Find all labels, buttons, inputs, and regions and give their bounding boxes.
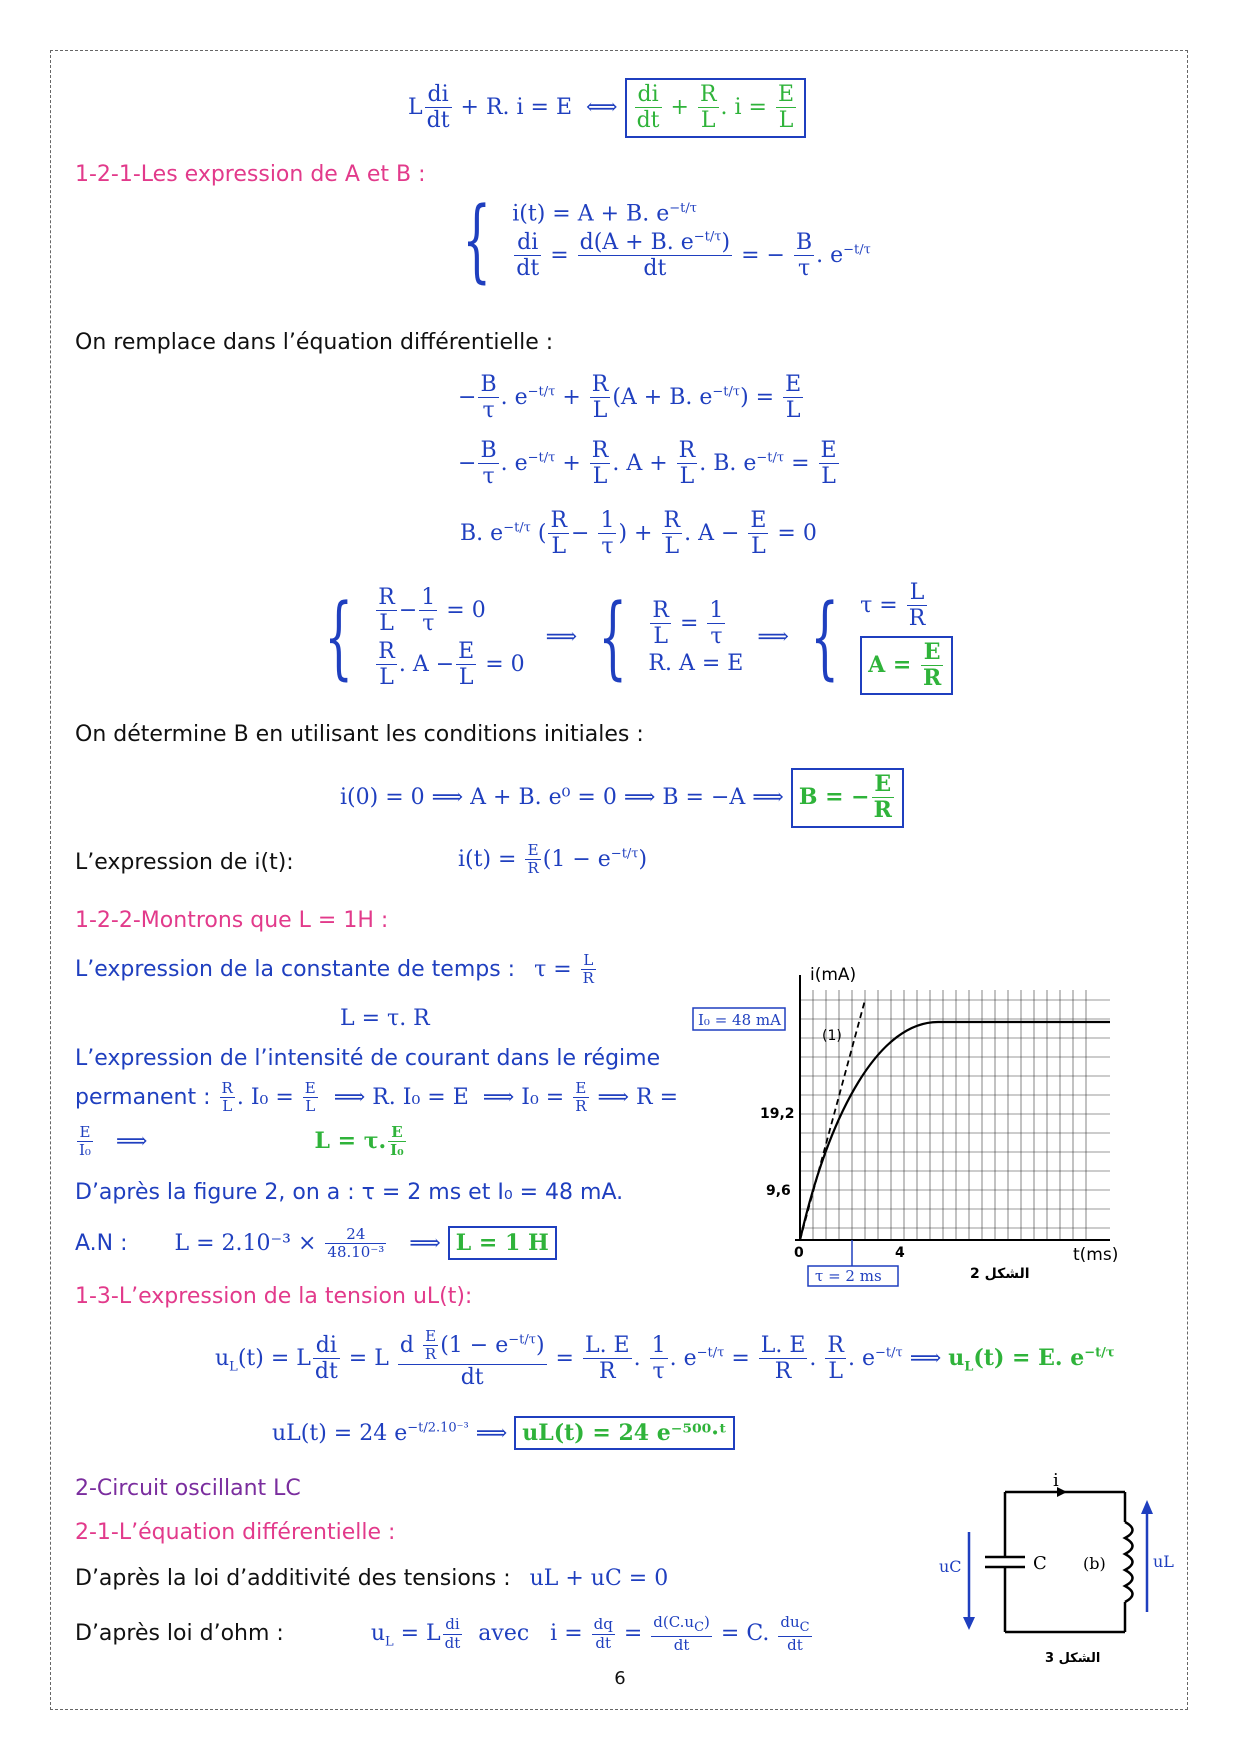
text-expr-intensite: L’expression de l’intensité de courant dans le régime [75, 1046, 661, 1071]
coil [1125, 1522, 1133, 1602]
eq-substitution-2: − $\frac{B}{\tau}$ . $e^{-t/\tau}$ + $\frac{R}{L}$ . A + $\frac{R}{L}$ . B. $e^{-t/\tau}$ = $\frac{E}{L}$ [458, 438, 837, 490]
label-c: C [1033, 1553, 1047, 1574]
text-determine: On détermine B en utilisant les conditions initiales : [75, 722, 644, 747]
eq-permanent: permanent : $\frac{R}{L}$ . I₀ = $\frac{E}{L}$ ⟹ R. I₀ = E ⟹ I₀ = $\frac{E}{R}$ ⟹ R = [75, 1079, 679, 1116]
eq-R-E-I0: $\frac{E}{\text{I₀}}$ ⟹ L = τ. $\frac{E}{\text{I₀}}$ [79, 1123, 404, 1160]
curve-label: (1) [822, 1028, 842, 1044]
text-ohm: D’après loi d’ohm : $u_L = L$ $\frac{di}{dt}$ avec i = $\frac{dq}{dt}$ = $\frac{d(C.u_C)}{dt}$ = C. $\frac{du_C}{dt}$ [75, 1613, 810, 1654]
eq-substitution-1: − $\frac{B}{\tau}$ . $e^{-t/\tau}$ + $\frac{R}{L}$ (A + B. $e^{-t/\tau}$) = $\frac{E}{L}$ [458, 372, 802, 424]
tau-box: τ = 2 ms [815, 1267, 882, 1285]
figure-2-caption: الشكل 2 [970, 1266, 1030, 1282]
eq-initial-condition: i(0) = 0 ⟹ A + B. e⁰ = 0 ⟹ B = −A ⟹ B = − $\frac{E}{R}$ [340, 768, 904, 828]
eq-ul-numeric: uL(t) = 24 $e^{-t/2.10^{-3}}$ ⟹ uL(t) = 24 e⁻⁵⁰⁰·ᵗ [272, 1420, 735, 1447]
diff-equation: L $\frac{di}{dt}$ + R. i = E ⟺ $\frac{di}{dt}$ + $\frac{R}{L}$ . i = $\frac{E}{L}$ [408, 78, 806, 138]
uc-arrow [963, 1617, 975, 1630]
tick-4: 4 [895, 1245, 905, 1261]
text-additivite: D’après la loi d’additivité des tensions : uL + uC = 0 [75, 1566, 669, 1591]
text-expr-tau: L’expression de la constante de temps : τ = $\frac{L}{R}$ [75, 951, 594, 988]
heading-2-1: 2-1-L’équation différentielle : [75, 1520, 396, 1545]
figure-3-circuit [925, 1470, 1174, 1672]
y-axis-label: i(mA) [810, 965, 857, 985]
i0-box: I₀ = 48 mA [698, 1011, 781, 1029]
ul-arrow [1141, 1500, 1153, 1514]
eq-ul-derivation: $u_L(t) = L$ $\frac{di}{dt}$ = L d $\frac{E}{R}$ $(1 - e^{-t/\tau})$ dt = $\frac{L. E}{R}$ . $\frac{1}{\tau}$ . $e^{-t/\tau}$ = $\frac{L. E}{R}$ . $\frac{R}{L}$ . $e^{-t/\tau}$ ⟹ $u_L(t) = E$. $e^{-t/\tau}$ [215, 1327, 1115, 1390]
figure-2-graph [690, 960, 1120, 1290]
text-figure2: D’après la figure 2, on a : τ = 2 ms et I₀ = 48 mA. [75, 1180, 624, 1205]
x-axis-label: t(ms) [1073, 1245, 1119, 1265]
figure-3-caption: الشكل 3 [1045, 1651, 1101, 1666]
grid [800, 990, 1110, 1240]
eq-L-tau-R: L = τ. R [340, 1006, 430, 1031]
label-i: i [1053, 1470, 1059, 1491]
heading-2: 2-Circuit oscillant LC [75, 1476, 301, 1501]
heading-1-3: 1-3-L’expression de la tension uL(t): [75, 1284, 473, 1309]
page-number: 6 [614, 1668, 626, 1689]
text-expr-i: L’expression de i(t): [75, 850, 294, 875]
tick-0: 0 [794, 1245, 804, 1261]
page-frame [50, 50, 1188, 1710]
tick-19-2: 19,2 [760, 1106, 795, 1122]
heading-1-2-2: 1-2-2-Montrons que L = 1H : [75, 908, 389, 933]
label-uc: uC [939, 1557, 962, 1576]
eq-i-of-t: i(t) = $\frac{E}{R}$ $(1 - e^{-t/\tau})$ [458, 841, 648, 878]
text-remplace: On remplace dans l’équation différentielle : [75, 330, 554, 355]
current-curve [800, 1022, 1110, 1240]
system-it: { i(t) = A + B. $e^{-t/\tau}$ $\frac{di}{dt}$ = $\frac{d(A + B. e^{-t/\tau})}{dt}$ = − $\frac{B}{\tau}$ . $e^{-t/\tau}$ [462, 188, 871, 293]
heading-1-2-1: 1-2-1-Les expression de A et B : [75, 162, 426, 187]
tick-9-6: 9,6 [766, 1183, 791, 1199]
eq-an: A.N : L = 2.10⁻³ × $\frac{24}{\text{48.10⁻³}}$ ⟹ L = 1 H [75, 1226, 557, 1262]
eq-systems: { $\frac{R}{L}$ − $\frac{1}{\tau}$ = 0 $\frac{R}{L}$ . A − $\frac{E}{L}$ = 0 ⟹ { $\frac{R}{L}$ = $\frac{1}{\tau}$ R. A = E ⟹ { τ = $\frac{L}{R}$ A = $\frac{E}{R}$ [310, 578, 953, 697]
label-b: (b) [1083, 1554, 1106, 1573]
label-ul: uL [1153, 1552, 1174, 1571]
eq-substitution-3: B. $e^{-t/\tau}$ ( $\frac{R}{L}$ − $\frac{1}{\tau}$ ) + $\frac{R}{L}$ . A − $\frac{E}{L}$ = 0 [460, 508, 817, 560]
